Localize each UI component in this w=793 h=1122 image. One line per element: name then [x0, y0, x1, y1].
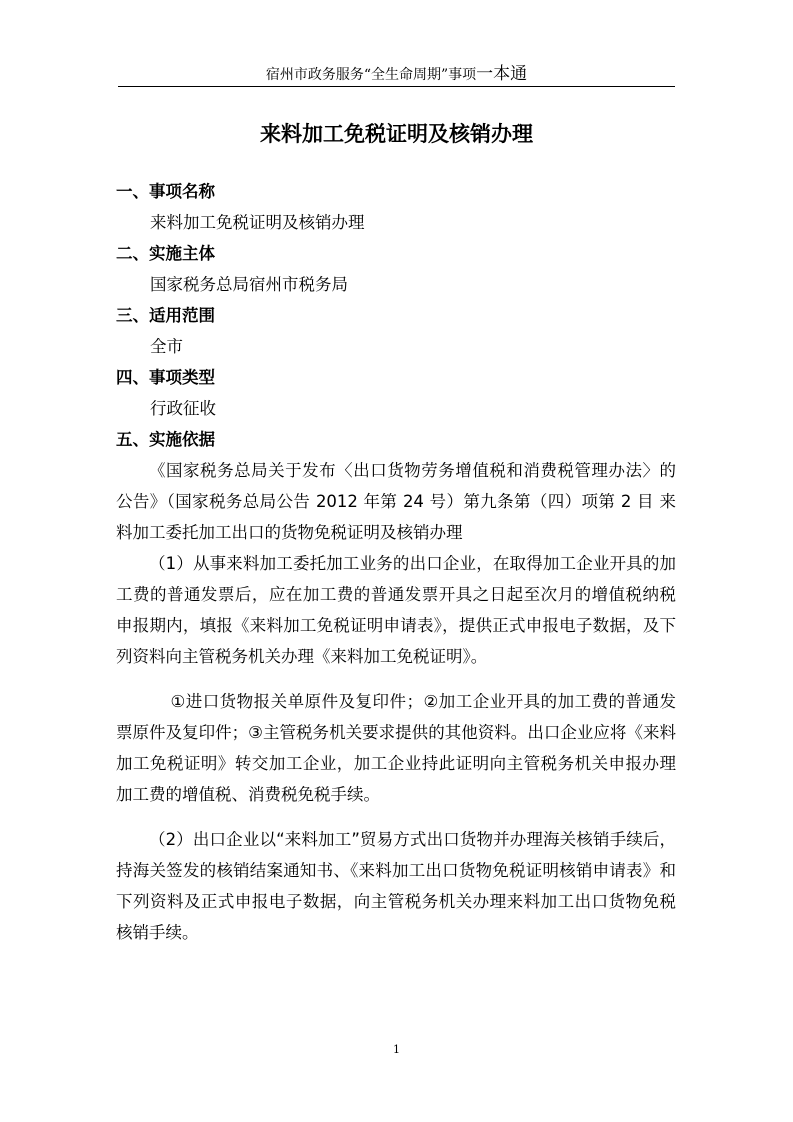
running-header [0, 64, 793, 85]
section-value-scope: 全市 [150, 337, 183, 356]
section-heading-authority: 二、实施主体 [116, 244, 215, 263]
document-body [116, 176, 676, 948]
section-heading-basis: 五、实施依据 [116, 430, 215, 449]
basis-paragraph-4: （2）出口企业以“来料加工”贸易方式出口货物并办理海关核销手续后，持海关签发的核销结案通知书、《来料加工出口货物免税证明核销申请表》和下列资料及正式申报电子数据，向主管税务机关办理来料加工出口货物免税核销手续。 [116, 830, 676, 942]
document-title: 来料加工免税证明及核销办理 [260, 122, 533, 146]
basis-paragraph-2: （1）从事来料加工委托加工业务的出口企业，在取得加工企业开具的加工费的普通发票后，应在加工费的普通发票开具之日起至次月的增值税纳税申报期内，填报《来料加工免税证明申请表》，提供正式申报电子数据，及下列资料向主管税务机关办理《来料加工免税证明》。 [116, 554, 676, 666]
header-emphasis: 一本通 [476, 64, 528, 84]
header-text: 宿州市政务服务“全生命周期”事项 [265, 67, 477, 83]
page-number: 1 [393, 1043, 400, 1056]
basis-paragraph-3: ①进口货物报关单原件及复印件；②加工企业开具的加工费的普通发票原件及复印件；③主管税务机关要求提供的其他资料。出口企业应将《来料加工免税证明》转交加工企业，加工企业持此证明向主管税务机关申报办理加工费的增值税、消费税免税手续。 [116, 692, 676, 804]
header-rule [118, 86, 675, 87]
section-value-authority: 国家税务总局宿州市税务局 [150, 275, 348, 294]
section-value-item-name: 来料加工免税证明及核销办理 [150, 213, 365, 232]
section-heading-type: 四、事项类型 [116, 368, 215, 387]
basis-paragraph-1: 《国家税务总局关于发布〈出口货物劳务增值税和消费税管理办法〉的公告》（国家税务总局公告 2012 年第 24 号）第九条第（四）项第 2 目 来料加工委托加工出口的货物免税证明及核销办理 [116, 461, 676, 542]
section-heading-item-name: 一、事项名称 [116, 182, 215, 201]
section-value-type: 行政征收 [150, 399, 216, 418]
section-heading-scope: 三、适用范围 [116, 306, 215, 325]
